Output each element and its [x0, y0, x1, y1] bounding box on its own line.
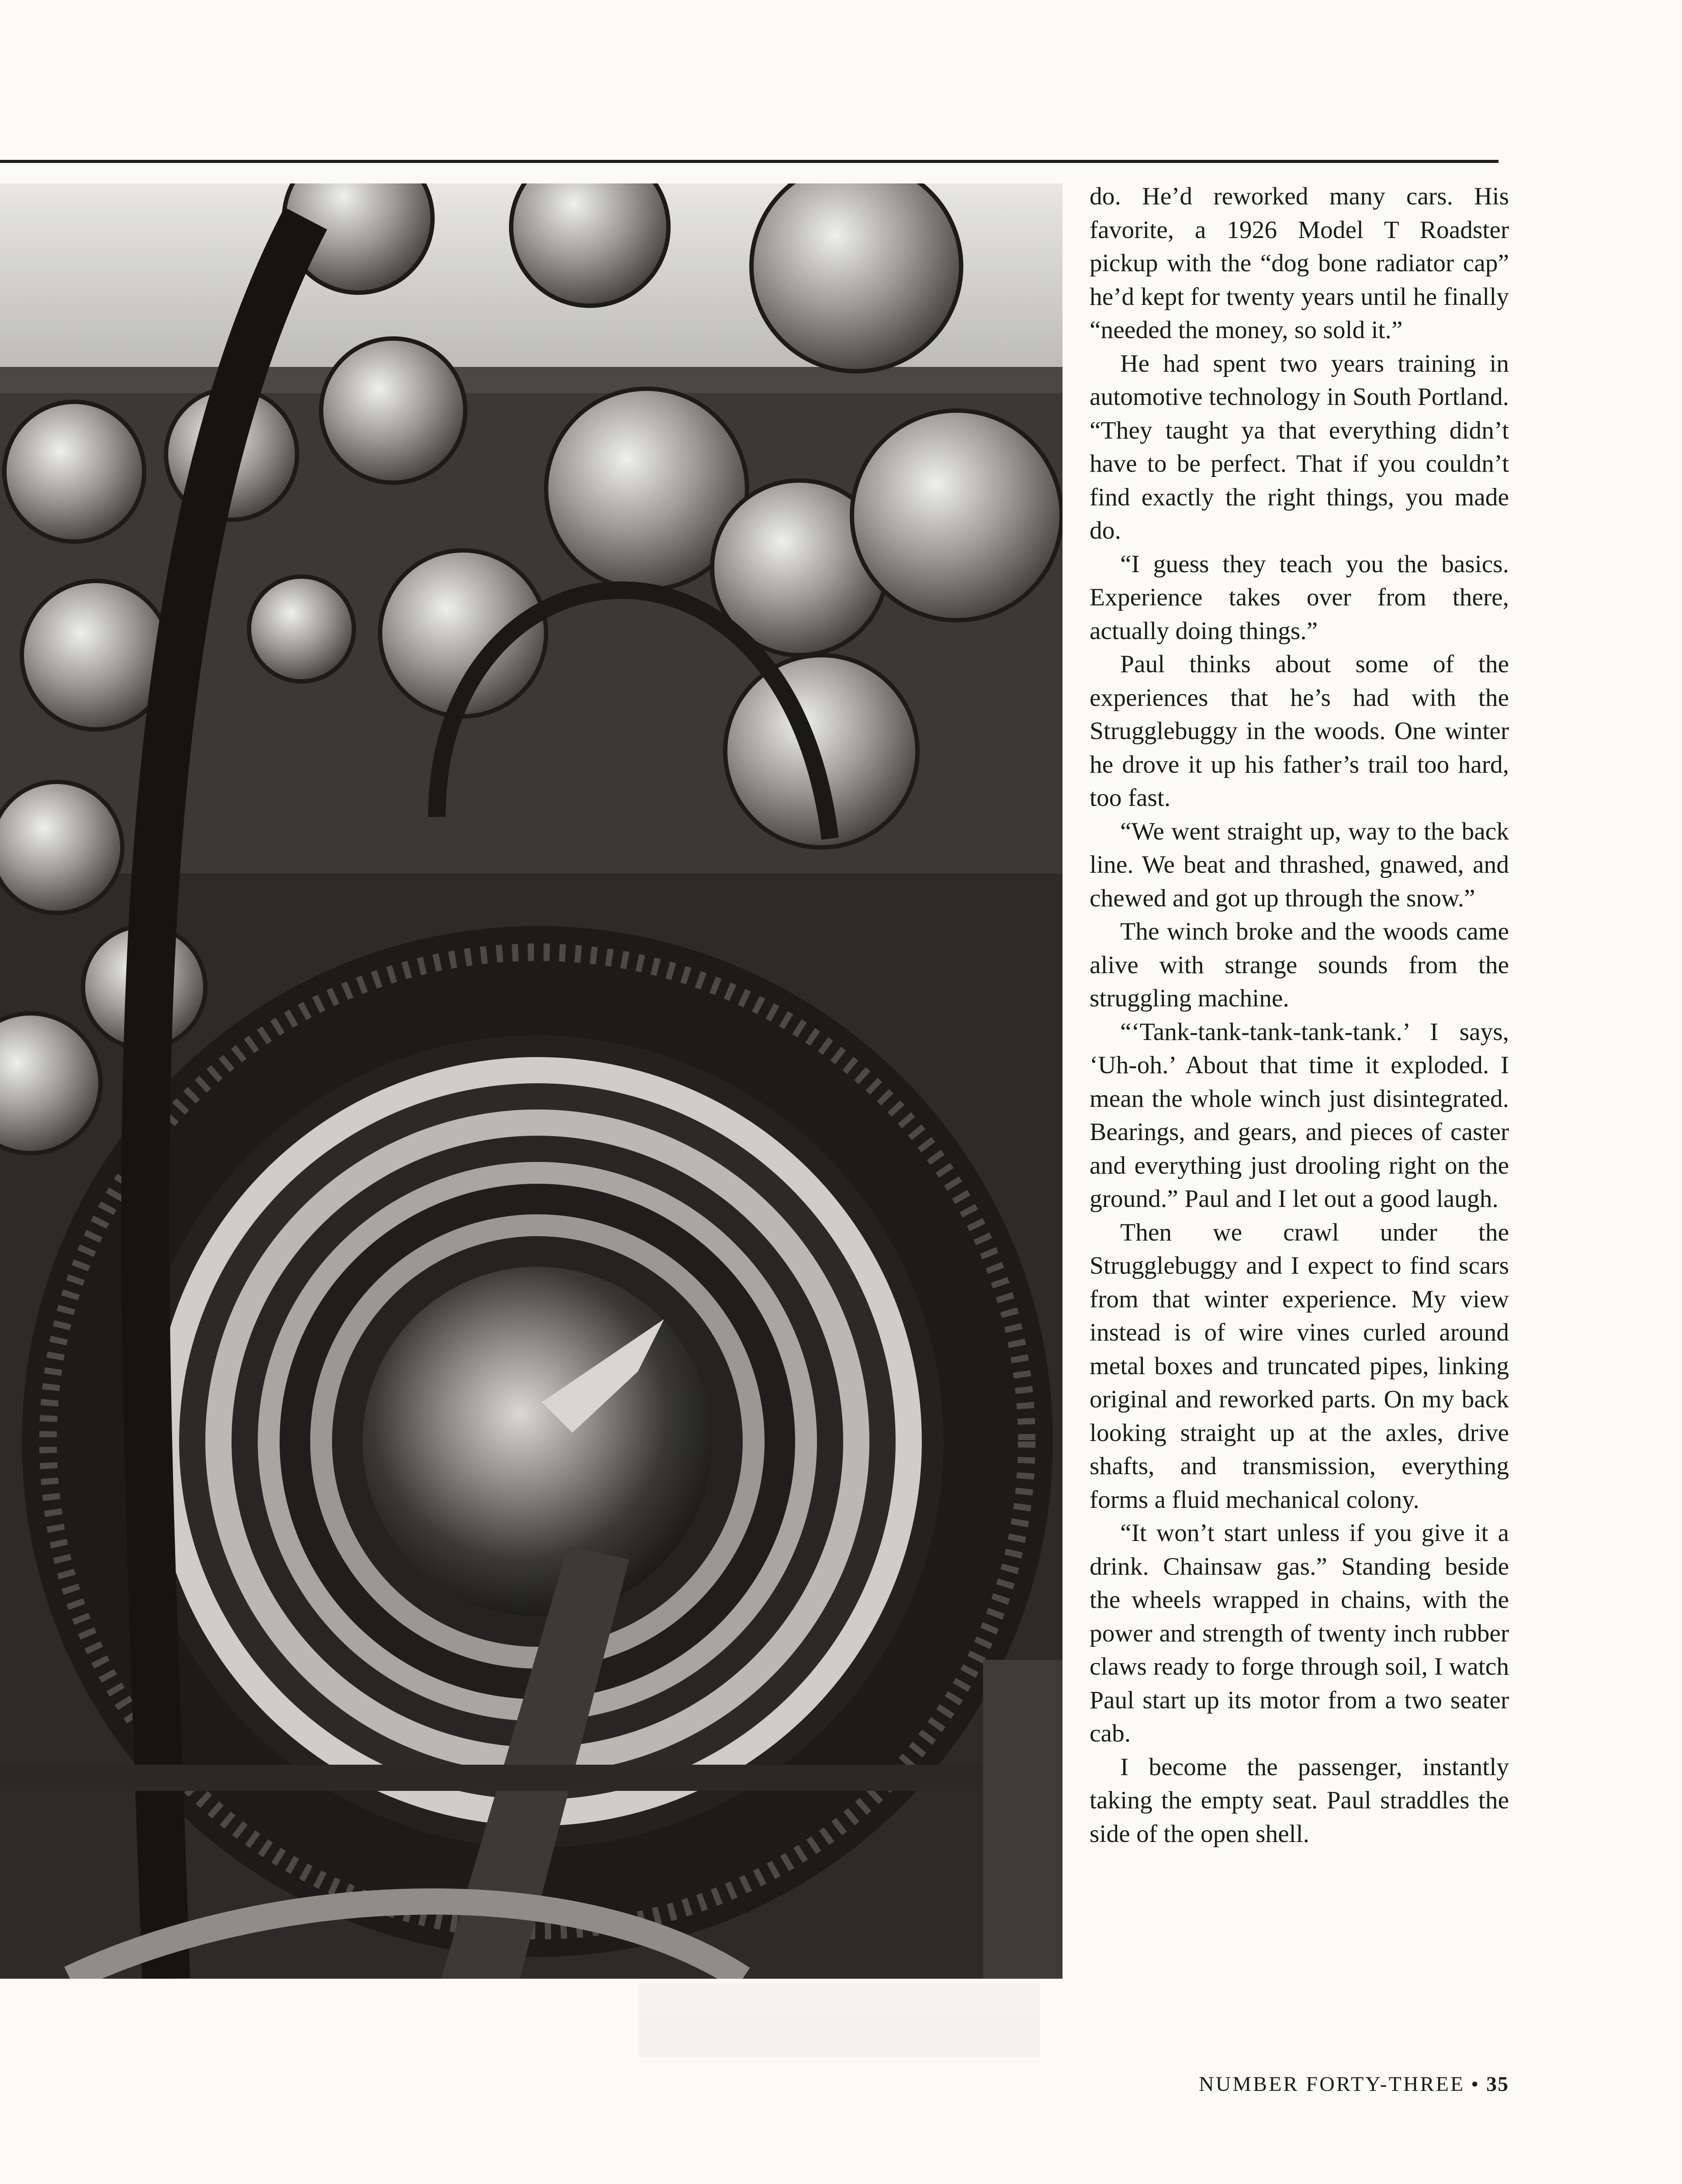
paragraph: Then we crawl under the Strugglebuggy and I expect to find scars from that winter experience. My view instead is of wire vines curled around metal boxes and truncated pipes, linking original and reworked parts. On my back looking straight up at the axles, drive shafts, and transmission, everything forms a fluid mechanical colony.: [1090, 1218, 1509, 1514]
bleed-through-text: [638, 1983, 1040, 2057]
footer-separator: •: [1471, 2073, 1480, 2096]
page-footer: [1199, 2072, 1509, 2096]
paragraph: I become the passenger, instantly taking the empty seat. Paul straddles the side of the open shell.: [1090, 1753, 1509, 1848]
paragraph: Paul thinks about some of the experiences that he’s had with the Strugglebuggy in the woods. One winter he drove it up his father’s trail too hard, too fast.: [1090, 650, 1509, 812]
top-rule: [0, 160, 1499, 163]
page-number: 35: [1486, 2073, 1509, 2096]
paragraph: do. He’d reworked many cars. His favorite, a 1926 Model T Roadster pickup with the “dog bone radiator cap” he’d kept for twenty years until he finally “needed the money, so sold it.”: [1090, 183, 1509, 344]
paragraph: “‘Tank-tank-tank-tank-tank.’ I says, ‘Uh-oh.’ About that time it exploded. I mean the whole winch just disintegrated. Bearings, and gears, and pieces of caster and everything just drooling right on the ground.” Paul and I let out a good laugh.: [1090, 1018, 1509, 1213]
paragraph: “We went straight up, way to the back line. We beat and thrashed, gnawed, and chewed and got up through the snow.”: [1090, 817, 1509, 912]
article-text-column: [1090, 180, 1509, 1851]
paragraph: “I guess they teach you the basics. Experience takes over from there, actually doing things.”: [1090, 550, 1509, 645]
paragraph: The winch broke and the woods came alive with strange sounds from the struggling machine.: [1090, 918, 1509, 1012]
paragraph: “It won’t start unless if you give it a drink. Chainsaw gas.” Standing beside the wheels wrapped in chains, with the power and strength of twenty inch rubber claws ready to forge through soil, I watch Paul start up its motor from a two seater cab.: [1090, 1519, 1509, 1747]
paragraph: He had spent two years training in automotive technology in South Portland. “They taught ya that everything didn’t have to be perfect. That if you couldn’t find exactly the right things, you made do.: [1090, 349, 1509, 544]
photograph-tire-and-hubcaps: [0, 183, 1062, 1979]
publication-issue-label: NUMBER FORTY-THREE: [1199, 2073, 1465, 2096]
photo-illustration: [0, 183, 1062, 1979]
